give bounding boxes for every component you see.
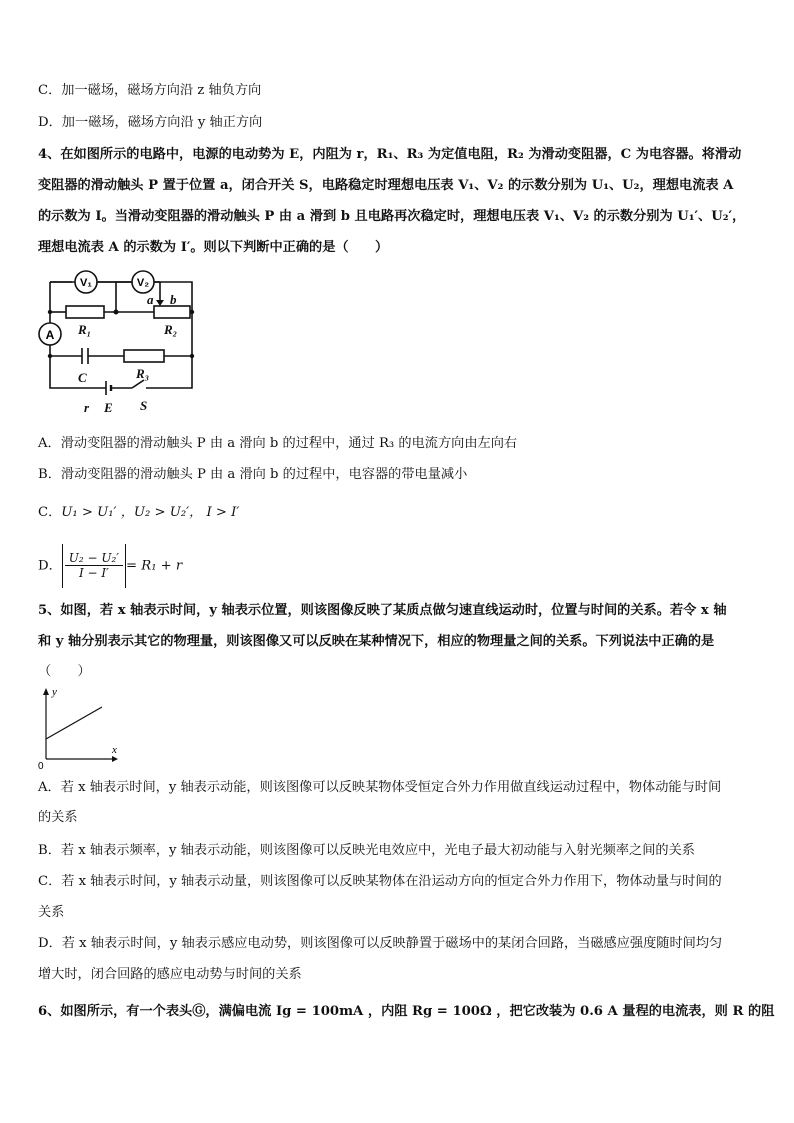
option-c-prev: C．加一磁场，磁场方向沿 z 轴负方向 [38, 83, 262, 98]
q5-option-c-2: 关系 [38, 905, 65, 920]
q5-option-d-2: 增大时，闭合回路的感应电动势与时间的关系 [38, 967, 302, 982]
graph-x-label: x [112, 744, 117, 756]
label-r2: R₂ [164, 322, 178, 337]
q5-text-1: 5、如图，若 x 轴表示时间，y 轴表示位置，则该图像反映了某质点做匀速直线运动时，位置与时间的关系。若令 x 轴 [38, 603, 727, 618]
q4-option-d-abs: $\frac{\text{U₂ − U₂′}}{I - I'}$ [62, 544, 126, 588]
label-r3: R₃ [136, 366, 150, 381]
q5-option-d-1: D．若 x 轴表示时间，y 轴表示感应电动势，则该图像可以反映静置于磁场中的某闭合回路，当磁感应强度随时间均匀 [38, 936, 723, 951]
label-c: C [78, 370, 87, 385]
q4-option-c: C．U₁ > U₁′ ，U₂ > U₂′， I > I′ [38, 505, 240, 520]
ammeter [39, 323, 61, 345]
q4-option-a: A．滑动变阻器的滑动触头 P 由 a 滑向 b 的过程中，通过 R₃ 的电流方向由左向右 [38, 436, 518, 451]
graph-y-label: y [52, 686, 57, 698]
q5-option-c-1: C．若 x 轴表示时间，y 轴表示动量，则该图像可以反映某物体在沿运动方向的恒定合外力作用下，物体动量与时间的 [38, 874, 722, 889]
svg-text:A: A [45, 328, 55, 342]
q4-text-2: 变阻器的滑动触头 P 置于位置 a，闭合开关 S，电路稳定时理想电压表 V₁、V₂ 的示数分别为 U₁、U₂，理想电流表 A [38, 178, 734, 193]
svg-text:V₁: V₁ [80, 277, 92, 289]
q4-text-4: 理想电流表 A 的示数为 I′。则以下判断中正确的是（ ） [38, 240, 389, 255]
option-d-prev: D．加一磁场，磁场方向沿 y 轴正方向 [38, 115, 263, 130]
circuit-diagram [36, 268, 206, 413]
q4-text-3: 的示数为 I。当滑动变阻器的滑动触头 P 由 a 滑到 b 且电路再次稳定时，理想电压表 V₁、V₂ 的示数分别为 U₁′、U₂′， [38, 209, 746, 224]
label-r1: R₁ [78, 322, 92, 337]
voltmeter-v1 [75, 271, 97, 293]
q4-option-b: B．滑动变阻器的滑动触头 P 由 a 滑向 b 的过程中，电容器的带电量减小 [38, 467, 468, 482]
svg-text:V₂: V₂ [136, 277, 150, 289]
graph-origin-label: 0 [38, 761, 44, 771]
label-r: r [84, 400, 90, 413]
q4-option-c-math: U₁ > U₁′ ，U₂ > U₂′， I > I′ [61, 505, 240, 520]
q5-option-b: B．若 x 轴表示频率，y 轴表示动能，则该图像可以反映光电效应中，光电子最大初动能与入射光频率之间的关系 [38, 843, 695, 858]
q5-graph [32, 683, 122, 771]
label-s: S [140, 398, 148, 413]
q5-option-a-1: A．若 x 轴表示时间，y 轴表示动能，则该图像可以反映某物体受恒定合外力作用做直线运动过程中，物体动能与时间 [38, 780, 722, 795]
q4-option-d: D． $\frac{\text{U₂ − U₂′}}{I - I'}$ = R₁ + r [38, 544, 758, 588]
q5-text-3: （ ） [38, 664, 91, 679]
q4-text-1: 4、在如图所示的电路中，电源的电动势为 E，内阻为 r，R₁、R₃ 为定值电阻，R₂ 为滑动变阻器，C 为电容器。将滑动 [38, 147, 742, 162]
label-e: E [104, 400, 113, 413]
q5-text-2: 和 y 轴分别表示其它的物理量，则该图像又可以反映在某种情况下，相应的物理量之间的关系。下列说法中正确的是 [38, 634, 715, 649]
label-a: a [147, 292, 154, 307]
label-b: b [170, 292, 177, 307]
q6-text: 6、如图所示，有一个表头Ⓖ，满偏电流 Ig = 100mA ，内阻 Rg = 100Ω ，把它改装为 0.6 A 量程的电流表，则 R 的阻 [38, 1004, 775, 1019]
voltmeter-v2 [132, 271, 154, 293]
q5-option-a-2: 的关系 [38, 810, 78, 825]
